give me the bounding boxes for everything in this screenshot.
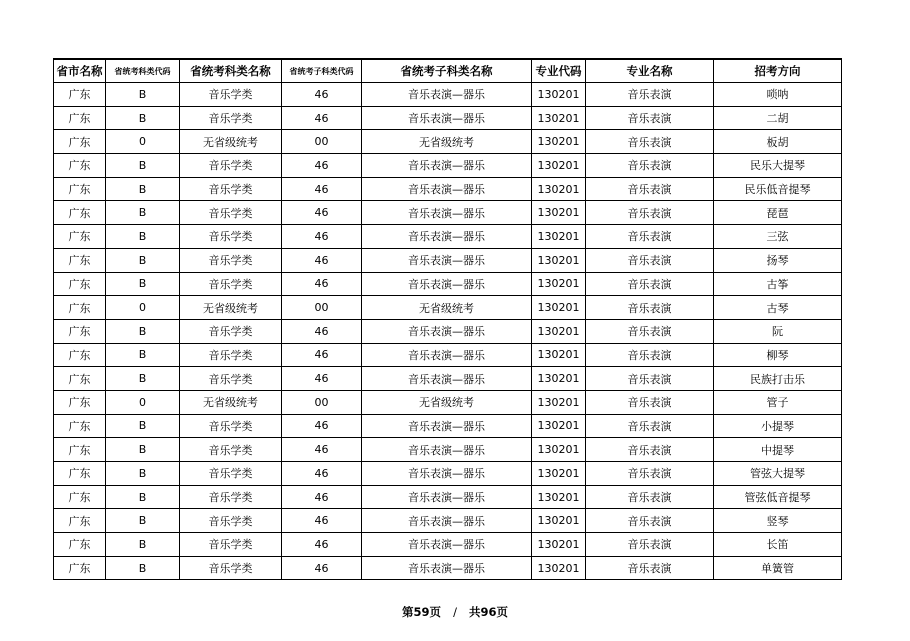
cell-subcategory-name: 音乐表演—器乐 (362, 106, 532, 130)
cell-direction: 二胡 (714, 106, 842, 130)
cell-subcategory-code: 46 (282, 414, 362, 438)
cell-province: 广东 (54, 414, 106, 438)
cell-subcategory-code: 00 (282, 130, 362, 154)
table-row (54, 556, 842, 580)
cell-province: 广东 (54, 201, 106, 225)
header-province-name: 省市名称 (54, 59, 106, 83)
cell-category-name: 无省级统考 (180, 130, 282, 154)
cell-category-code: B (106, 248, 180, 272)
cell-subcategory-name: 音乐表演—器乐 (362, 201, 532, 225)
header-category-code: 省统考科类代码 (106, 59, 180, 83)
cell-major-code: 130201 (532, 154, 586, 178)
cell-major-code: 130201 (532, 130, 586, 154)
table-row (54, 130, 842, 154)
cell-category-code: B (106, 438, 180, 462)
cell-major-code: 130201 (532, 414, 586, 438)
cell-subcategory-code: 46 (282, 225, 362, 249)
cell-major-code: 130201 (532, 225, 586, 249)
cell-major-name: 音乐表演 (586, 390, 714, 414)
cell-subcategory-code: 46 (282, 177, 362, 201)
cell-province: 广东 (54, 177, 106, 201)
cell-subcategory-code: 46 (282, 438, 362, 462)
cell-subcategory-code: 46 (282, 533, 362, 557)
page-total: 共96页 (468, 605, 508, 619)
table-body (54, 83, 842, 580)
header-major-name: 专业名称 (586, 59, 714, 83)
cell-direction: 三弦 (714, 225, 842, 249)
cell-subcategory-name: 无省级统考 (362, 130, 532, 154)
table-row (54, 106, 842, 130)
table-row (54, 201, 842, 225)
cell-category-code: B (106, 509, 180, 533)
table-row (54, 462, 842, 486)
cell-major-code: 130201 (532, 83, 586, 107)
cell-major-code: 130201 (532, 272, 586, 296)
cell-category-name: 音乐学类 (180, 485, 282, 509)
cell-direction: 管弦大提琴 (714, 462, 842, 486)
cell-province: 广东 (54, 343, 106, 367)
cell-major-name: 音乐表演 (586, 367, 714, 391)
cell-subcategory-code: 46 (282, 106, 362, 130)
cell-major-name: 音乐表演 (586, 343, 714, 367)
cell-major-code: 130201 (532, 201, 586, 225)
table-row (54, 296, 842, 320)
cell-subcategory-name: 音乐表演—器乐 (362, 438, 532, 462)
cell-category-name: 音乐学类 (180, 154, 282, 178)
cell-province: 广东 (54, 130, 106, 154)
cell-major-name: 音乐表演 (586, 248, 714, 272)
cell-province: 广东 (54, 83, 106, 107)
cell-province: 广东 (54, 272, 106, 296)
table-row (54, 154, 842, 178)
cell-major-name: 音乐表演 (586, 106, 714, 130)
cell-direction: 板胡 (714, 130, 842, 154)
cell-direction: 小提琴 (714, 414, 842, 438)
cell-province: 广东 (54, 556, 106, 580)
cell-direction: 扬琴 (714, 248, 842, 272)
cell-province: 广东 (54, 248, 106, 272)
cell-subcategory-name: 音乐表演—器乐 (362, 343, 532, 367)
cell-subcategory-name: 音乐表演—器乐 (362, 462, 532, 486)
cell-category-code: B (106, 154, 180, 178)
cell-category-name: 音乐学类 (180, 414, 282, 438)
table-row (54, 319, 842, 343)
cell-category-code: 0 (106, 390, 180, 414)
cell-major-code: 130201 (532, 106, 586, 130)
cell-major-name: 音乐表演 (586, 462, 714, 486)
cell-category-name: 音乐学类 (180, 106, 282, 130)
cell-category-name: 音乐学类 (180, 248, 282, 272)
cell-direction: 琵琶 (714, 201, 842, 225)
cell-major-name: 音乐表演 (586, 154, 714, 178)
table-row (54, 485, 842, 509)
cell-province: 广东 (54, 390, 106, 414)
cell-subcategory-code: 46 (282, 462, 362, 486)
cell-major-name: 音乐表演 (586, 438, 714, 462)
cell-major-code: 130201 (532, 556, 586, 580)
cell-subcategory-name: 无省级统考 (362, 296, 532, 320)
table-row (54, 83, 842, 107)
cell-category-name: 无省级统考 (180, 390, 282, 414)
table-row (54, 509, 842, 533)
cell-subcategory-name: 音乐表演—器乐 (362, 177, 532, 201)
cell-subcategory-name: 音乐表演—器乐 (362, 414, 532, 438)
cell-province: 广东 (54, 438, 106, 462)
cell-major-code: 130201 (532, 319, 586, 343)
table-row (54, 272, 842, 296)
cell-major-code: 130201 (532, 485, 586, 509)
cell-category-name: 音乐学类 (180, 319, 282, 343)
cell-major-name: 音乐表演 (586, 272, 714, 296)
cell-subcategory-name: 音乐表演—器乐 (362, 248, 532, 272)
cell-direction: 民乐低音提琴 (714, 177, 842, 201)
cell-direction: 阮 (714, 319, 842, 343)
cell-major-name: 音乐表演 (586, 177, 714, 201)
admissions-table (53, 58, 842, 580)
cell-subcategory-name: 音乐表演—器乐 (362, 83, 532, 107)
cell-subcategory-code: 46 (282, 556, 362, 580)
table-row (54, 438, 842, 462)
cell-major-code: 130201 (532, 462, 586, 486)
header-direction: 招考方向 (714, 59, 842, 83)
cell-direction: 单簧管 (714, 556, 842, 580)
cell-subcategory-code: 46 (282, 154, 362, 178)
cell-direction: 唢呐 (714, 83, 842, 107)
cell-subcategory-code: 00 (282, 390, 362, 414)
cell-category-code: B (106, 414, 180, 438)
cell-subcategory-name: 音乐表演—器乐 (362, 485, 532, 509)
cell-direction: 古琴 (714, 296, 842, 320)
cell-direction: 民族打击乐 (714, 367, 842, 391)
cell-subcategory-name: 音乐表演—器乐 (362, 533, 532, 557)
cell-province: 广东 (54, 296, 106, 320)
cell-category-code: B (106, 319, 180, 343)
cell-subcategory-name: 音乐表演—器乐 (362, 367, 532, 391)
cell-category-code: B (106, 177, 180, 201)
cell-category-code: B (106, 367, 180, 391)
cell-category-name: 音乐学类 (180, 438, 282, 462)
cell-province: 广东 (54, 319, 106, 343)
cell-major-code: 130201 (532, 509, 586, 533)
cell-category-name: 音乐学类 (180, 343, 282, 367)
cell-direction: 竖琴 (714, 509, 842, 533)
cell-category-name: 音乐学类 (180, 367, 282, 391)
cell-category-code: B (106, 201, 180, 225)
cell-subcategory-code: 46 (282, 509, 362, 533)
cell-category-code: B (106, 485, 180, 509)
cell-category-name: 音乐学类 (180, 533, 282, 557)
table-row (54, 533, 842, 557)
cell-direction: 中提琴 (714, 438, 842, 462)
cell-category-name: 音乐学类 (180, 462, 282, 486)
cell-major-name: 音乐表演 (586, 485, 714, 509)
cell-subcategory-code: 00 (282, 296, 362, 320)
cell-major-name: 音乐表演 (586, 130, 714, 154)
cell-direction: 古筝 (714, 272, 842, 296)
cell-province: 广东 (54, 509, 106, 533)
cell-major-code: 130201 (532, 343, 586, 367)
cell-direction: 管子 (714, 390, 842, 414)
page-separator: / (453, 605, 457, 619)
header-major-code: 专业代码 (532, 59, 586, 83)
cell-subcategory-code: 46 (282, 201, 362, 225)
cell-major-name: 音乐表演 (586, 533, 714, 557)
cell-category-name: 音乐学类 (180, 556, 282, 580)
cell-major-code: 130201 (532, 533, 586, 557)
cell-direction: 长笛 (714, 533, 842, 557)
header-subcategory-name: 省统考子科类名称 (362, 59, 532, 83)
cell-subcategory-name: 音乐表演—器乐 (362, 319, 532, 343)
cell-category-code: 0 (106, 296, 180, 320)
cell-major-code: 130201 (532, 367, 586, 391)
table-row (54, 414, 842, 438)
page-current: 第59页 (402, 605, 442, 619)
cell-subcategory-name: 音乐表演—器乐 (362, 225, 532, 249)
cell-subcategory-name: 音乐表演—器乐 (362, 272, 532, 296)
cell-category-name: 音乐学类 (180, 177, 282, 201)
cell-major-name: 音乐表演 (586, 509, 714, 533)
cell-major-name: 音乐表演 (586, 556, 714, 580)
cell-category-code: B (106, 462, 180, 486)
cell-category-name: 音乐学类 (180, 509, 282, 533)
cell-major-name: 音乐表演 (586, 83, 714, 107)
cell-direction: 柳琴 (714, 343, 842, 367)
cell-subcategory-code: 46 (282, 485, 362, 509)
cell-province: 广东 (54, 367, 106, 391)
cell-major-code: 130201 (532, 177, 586, 201)
table-row (54, 343, 842, 367)
cell-subcategory-name: 音乐表演—器乐 (362, 556, 532, 580)
cell-subcategory-code: 46 (282, 367, 362, 391)
cell-subcategory-code: 46 (282, 248, 362, 272)
cell-major-code: 130201 (532, 248, 586, 272)
cell-subcategory-code: 46 (282, 272, 362, 296)
table-row (54, 390, 842, 414)
cell-major-code: 130201 (532, 296, 586, 320)
cell-province: 广东 (54, 462, 106, 486)
cell-category-code: B (106, 556, 180, 580)
cell-category-name: 音乐学类 (180, 83, 282, 107)
cell-category-code: B (106, 272, 180, 296)
cell-category-name: 音乐学类 (180, 201, 282, 225)
cell-province: 广东 (54, 106, 106, 130)
table-row (54, 367, 842, 391)
cell-subcategory-code: 46 (282, 319, 362, 343)
cell-category-code: B (106, 83, 180, 107)
cell-category-name: 音乐学类 (180, 225, 282, 249)
table-row (54, 248, 842, 272)
cell-major-name: 音乐表演 (586, 225, 714, 249)
cell-major-name: 音乐表演 (586, 296, 714, 320)
admissions-table-container (53, 58, 841, 580)
cell-major-name: 音乐表演 (586, 201, 714, 225)
cell-province: 广东 (54, 154, 106, 178)
table-row (54, 177, 842, 201)
cell-major-code: 130201 (532, 390, 586, 414)
cell-subcategory-code: 46 (282, 83, 362, 107)
cell-category-code: B (106, 533, 180, 557)
cell-subcategory-code: 46 (282, 343, 362, 367)
cell-category-name: 音乐学类 (180, 272, 282, 296)
cell-category-code: B (106, 225, 180, 249)
cell-province: 广东 (54, 533, 106, 557)
header-subcategory-code: 省统考子科类代码 (282, 59, 362, 83)
cell-province: 广东 (54, 225, 106, 249)
cell-direction: 民乐大提琴 (714, 154, 842, 178)
page-footer (0, 604, 910, 620)
cell-category-code: B (106, 106, 180, 130)
cell-direction: 管弦低音提琴 (714, 485, 842, 509)
cell-major-code: 130201 (532, 438, 586, 462)
table-header-row (54, 59, 842, 83)
cell-province: 广东 (54, 485, 106, 509)
cell-subcategory-name: 无省级统考 (362, 390, 532, 414)
cell-category-name: 无省级统考 (180, 296, 282, 320)
cell-subcategory-name: 音乐表演—器乐 (362, 509, 532, 533)
cell-major-name: 音乐表演 (586, 319, 714, 343)
cell-major-name: 音乐表演 (586, 414, 714, 438)
table-row (54, 225, 842, 249)
header-category-name: 省统考科类名称 (180, 59, 282, 83)
cell-subcategory-name: 音乐表演—器乐 (362, 154, 532, 178)
cell-category-code: B (106, 343, 180, 367)
cell-category-code: 0 (106, 130, 180, 154)
